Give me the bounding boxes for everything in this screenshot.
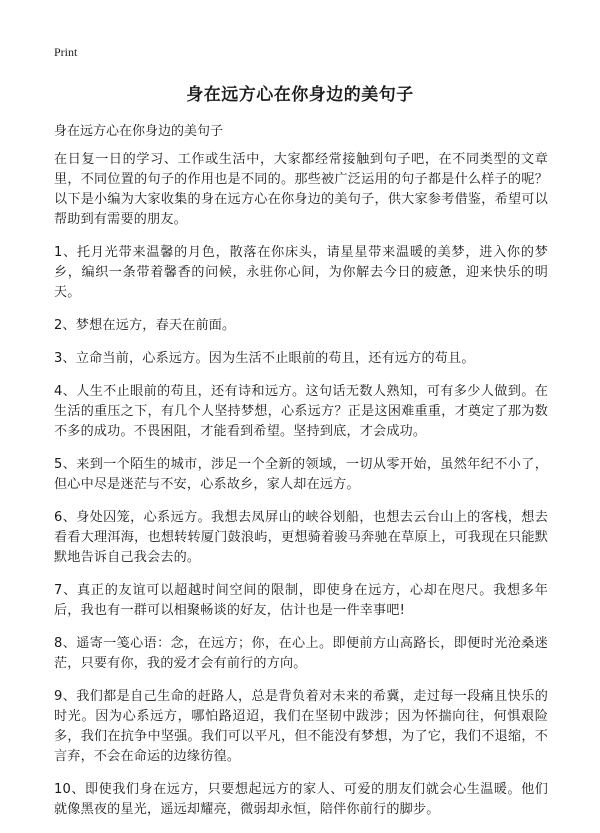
- quote-paragraph-6: 6、身处囚笼，心系远方。我想去凤屏山的峡谷划船，也想去云台山上的客栈，想去看看大理洱海，也想转转厦门鼓浪屿，更想骑着骏马奔驰在草原上，可我现在只能默默地告诉自己我会去的。: [54, 510, 548, 565]
- quote-paragraph-3: 3、立命当前，心系远方。因为生活不止眼前的苟且，还有远方的苟且。: [54, 351, 475, 366]
- quote-paragraph-1: 1、托月光带来温馨的月色，散落在你床头，请星星带来温暖的美梦，进入你的梦乡，编织一条带着馨香的问候，永驻你心间，为你解去今日的疲惫，迎来快乐的明天。: [54, 245, 548, 300]
- quote-paragraph-5: 5、来到一个陌生的城市，涉足一个全新的领域，一切从零开始，虽然年纪不小了，但心中尽是迷茫与不安，心系故乡，家人却在远方。: [54, 457, 548, 492]
- quote-paragraph-10: 10、即使我们身在远方，只要想起远方的家人、可爱的朋友们就会心生温暖。他们就像黑夜的星光，遥远却耀亮，微弱却永恒，陪伴你前行的脚步。: [54, 782, 548, 817]
- quote-paragraph-4: 4、人生不止眼前的苟且，还有诗和远方。这句话无数人熟知，可有多少人做到。在生活的重压之下，有几个人坚持梦想，心系远方？正是这困难重重，才奠定了那为数不多的成功。不畏困阻，才能看到希望。坚持到底，才会成功。: [54, 384, 548, 439]
- quote-paragraph-7: 7、真正的友谊可以超越时间空间的限制，即使身在远方，心却在咫尺。我想多年后，我也有一群可以相聚畅谈的好友，估计也是一件幸事吧!: [54, 583, 548, 618]
- article-body: [54, 150, 548, 833]
- intro-paragraph: 在日复一日的学习、工作或生活中，大家都经常接触到句子吧，在不同类型的文章里，不同位置的句子的作用也是不同的。那些被广泛运用的句子都是什么样子的呢？以下是小编为大家收集的身在远方心在你身边的美句子，供大家参考借鉴，希望可以帮助到有需要的朋友。: [54, 152, 548, 227]
- article-subtitle: 身在远方心在你身边的美句子: [54, 124, 224, 139]
- page-title: 身在远方心在你身边的美句子: [186, 85, 414, 105]
- quote-paragraph-8: 8、遥寄一笺心语：念，在远方；你，在心上。即便前方山高路长，即便时光沧桑迷茫，只要有你，我的爱才会有前行的方向。: [54, 636, 548, 671]
- quote-paragraph-9: 9、我们都是自己生命的赶路人，总是背负着对未来的希冀，走过每一段痛且快乐的时光。因为心系远方，哪怕路迢迢，我们在坚韧中跋涉；因为怀揣向往，何惧艰险多，我们在抗争中坚强。我们可以平凡，但不能没有梦想，为了它，我们不退缩，不言弃，不会在命运的边缘彷徨。: [54, 689, 548, 764]
- print-link[interactable]: Print: [54, 45, 78, 59]
- quote-paragraph-2: 2、梦想在远方，春天在前面。: [54, 318, 236, 333]
